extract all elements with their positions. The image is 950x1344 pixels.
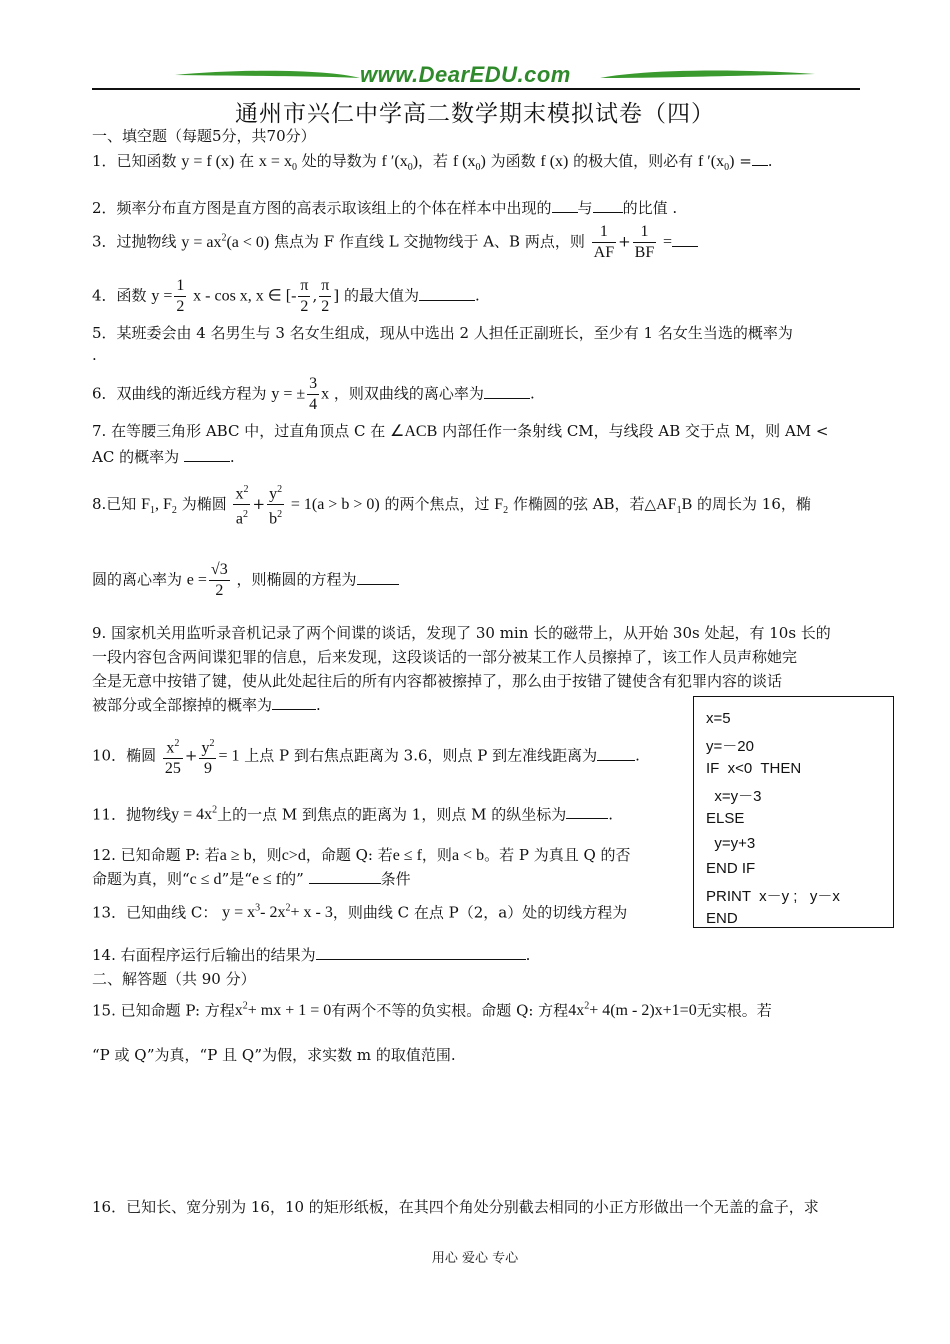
question-10: 10．椭圆 $\frac{x^2}{25}$ + $\frac{y^2}{9}$ = 1 上点 P 到右焦点距离为 3.6，则点 P 到左准线距离为 . [92,734,640,779]
question-6: 6．双曲线的渐近线方程为 y = ± $\frac{3}{4}$ x ，则双曲线的离心率为 . [92,375,535,413]
question-11: 11．抛物线$y = 4x^2$上的一点 M 到焦点的距离为 1，则点 M 的纵坐标为 . [92,805,614,824]
page-title: 通州市兴仁中学高二数学期末模拟试卷（四） [235,101,715,127]
question-9-line-1: 9. 国家机关用监听录音机记录了两个间谍的谈话，发现了 30 min 长的磁带上，从开始 30s 处起，有 10s 长的 [92,624,831,642]
question-5-tail: . [92,346,97,364]
question-9-line-4: 被部分或全部擦掉的概率为 . [92,696,321,714]
question-7: 7. 在等腰三角形 ABC 中，过直角顶点 C 在 ∠ACB 内部任作一条射线 CM，与线段 AB 交于点 M，则 AM < [92,422,829,440]
code-line: x=y－3 [706,788,762,805]
question-9-line-2: 一段内容包含两间谍犯罪的信息，后来发现，这段谈话的一部分被某工作人员擦掉了，该工作人员声称她完 [92,648,798,666]
program-code-box [693,696,894,928]
question-5: 5．某班委会由 4 名男生与 3 名女生组成，现从中选出 2 人担任正副班长，至少有 1 名女生当选的概率为 [92,324,793,342]
section-answer: 二、解答题（共 90 分） [92,970,256,988]
question-8-tail: 圆的离心率为 e = $\frac{√3}{2}$ ，则椭圆的方程为 [92,560,399,601]
question-8: 8.已知 $F_1$, $F_2$ 为椭圆 $\frac{x^2}{a^2}$ + $\frac{y^2}{b^2}$ = 1(a > b > 0) 的两个焦点，过 $F_2$ 作椭圆的弦 AB，若$\triangle AF_1B$ 的周长为 16，椭 [92,480,811,530]
section-fill-in: 一、填空题（每题5分，共70分） [92,127,316,145]
question-1: 1．已知函数 y = f (x) 在 $x = x_0$ 处的导数为 f $'(x_0)$，若 f $(x_0)$ 为函数 f (x) 的极大值，则必有 f $'(x_0)$ = . [92,152,773,174]
code-line: x=5 [706,710,731,727]
question-3: 3．过抛物线 $y = ax^2(a < 0)$ 焦点为 F 作直线 L 交抛物线于 A、B 两点，则 $\frac{1}{AF}$ + $\frac{1}{BF}$ = [92,222,698,263]
question-13: 13．已知曲线 C： $y = x^3-$ $2x^2+ x - 3$，则曲线 C 在点 P（2，a）处的切线方程为 [92,903,628,922]
page-footer: 用心 爱心 专心 [431,1251,519,1266]
question-14: 14. 右面程序运行后输出的结果为 . [92,946,531,964]
question-15: 15. 已知命题 P: 方程$x^2+$ mx + 1 = 0有两个不等的负实根。命题 Q: 方程$4x^2+ 4(m - 2)x+1=0$无实根。若 [92,1001,772,1020]
question-9-line-3: 全是无意中按错了键，使从此处起往后的所有内容都被擦掉了，那么由于按错了键使含有犯罪内容的谈话 [92,672,783,690]
code-line: PRINT x－y ; y－x [706,888,840,905]
code-line: IF x<0 THEN [706,760,802,777]
header-rule [92,88,860,90]
question-4: 4．函数 y = $\frac{1}{2}$ x - cos x, x ∈ [- $\frac{\pi}{2}$ , $\frac{\pi}{2}$ ] 的最大值为 . [92,277,480,315]
question-12: 12. 已知命题 P: 若a ≥ b，则c>d，命题 Q: 若e ≤ f，则a < b。若 P 为真且 Q 的否 [92,846,631,864]
code-line: y=y+3 [706,835,756,852]
code-line: END [706,910,738,927]
question-7-tail: AC 的概率为 . [92,448,235,466]
site-logo: www.DearEDU.com [360,62,571,87]
code-line: END IF [706,860,756,877]
code-line: y=－20 [706,738,754,755]
question-2: 2．频率分布直方图是直方图的高表示取该组上的个体在样本中出现的 与 的比值 . [92,199,678,217]
question-16: 16．已知长、宽分别为 16，10 的矩形纸板，在其四个角处分别截去相同的小正方形做出一个无盖的盒子，求 [92,1198,819,1216]
question-12-tail: 命题为真，则“c ≤ d”是“e ≤ f的” 条件 [92,870,411,888]
code-line: ELSE [706,810,745,827]
question-15-tail: “P 或 Q”为真，“P 且 Q”为假，求实数 m 的取值范围. [92,1046,456,1064]
